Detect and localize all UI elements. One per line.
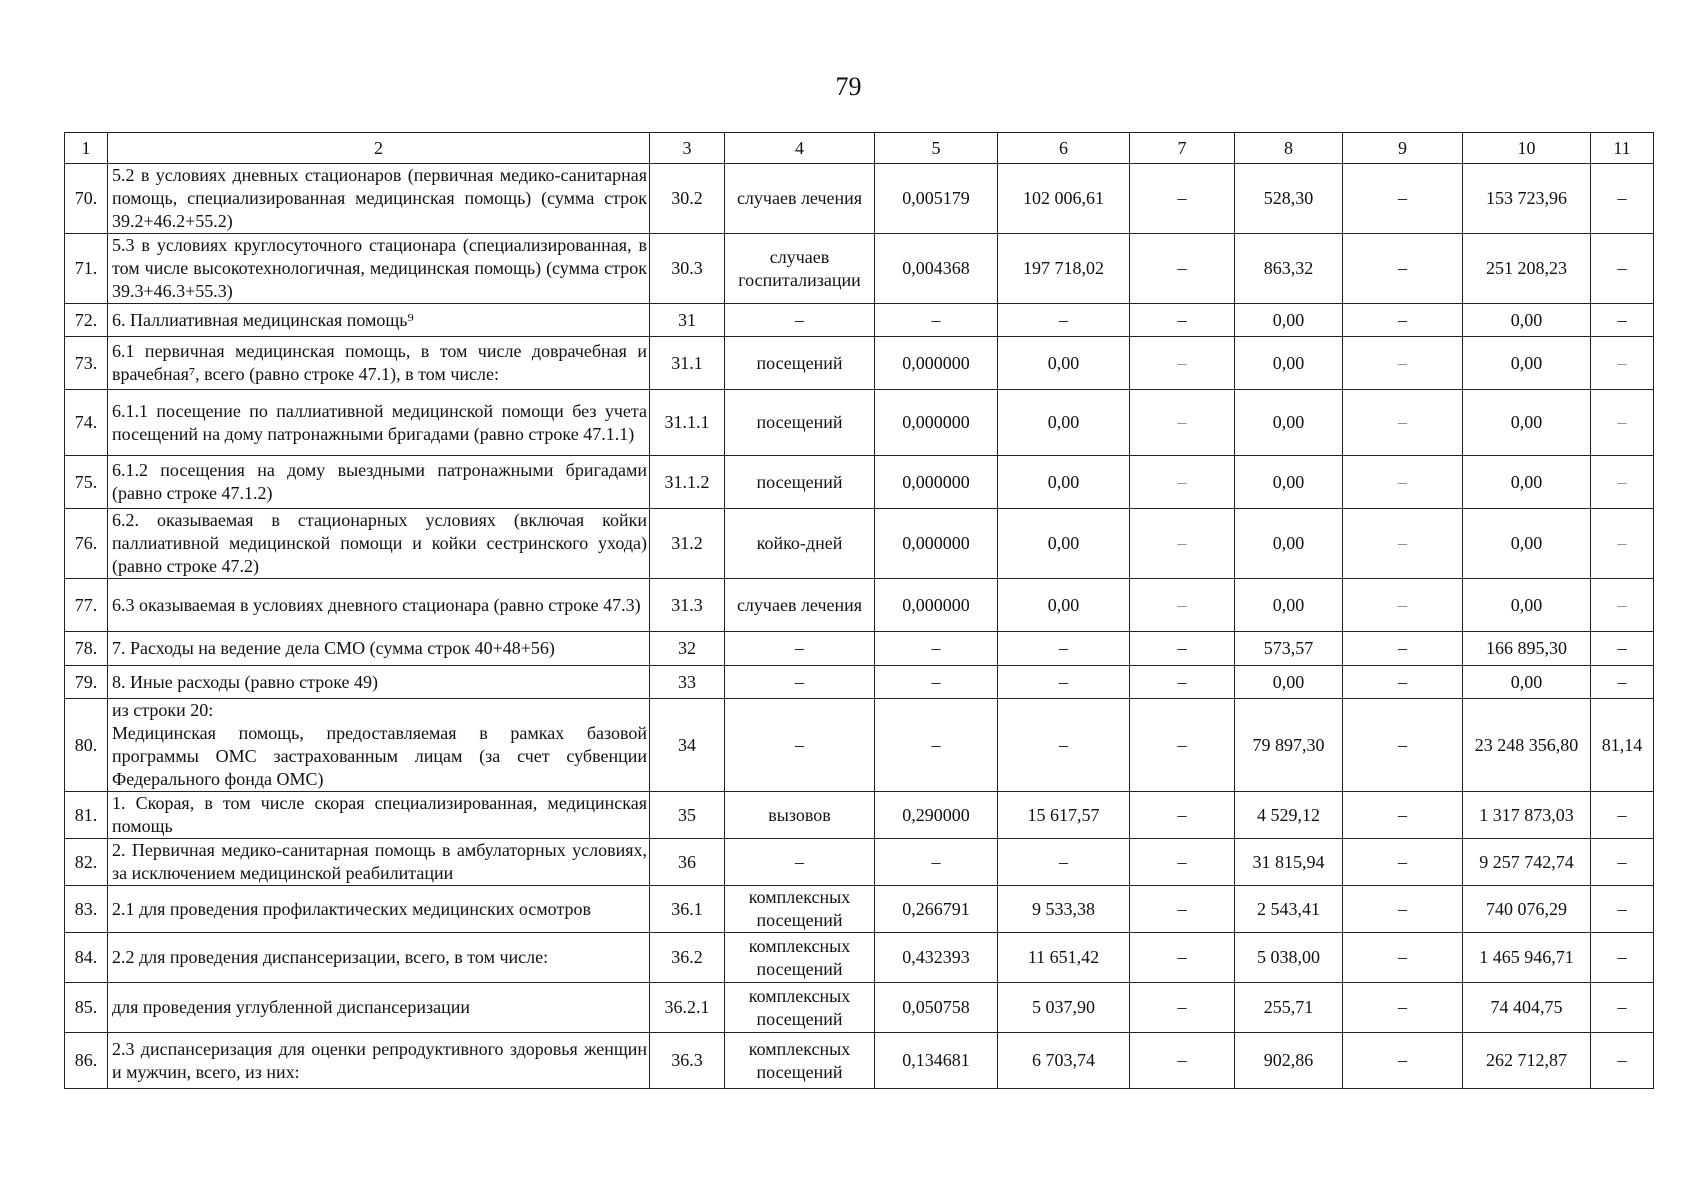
cell-col-11: – [1591, 579, 1654, 632]
cell-col-7: – [1130, 390, 1235, 456]
unit-of-measure: – [725, 699, 875, 792]
cell-col-7: – [1130, 983, 1235, 1033]
row-description: 2.3 диспансеризация для оценки репродуктивного здоровья женщин и мужчин, всего, из них: [108, 1033, 650, 1089]
row-code: 30.3 [650, 234, 725, 304]
cell-col-6: – [998, 304, 1130, 337]
cell-col-10: 251 208,23 [1463, 234, 1591, 304]
row-code: 36.3 [650, 1033, 725, 1089]
row-number: 81. [65, 792, 108, 839]
cell-col-11: – [1591, 234, 1654, 304]
cell-col-7: – [1130, 632, 1235, 666]
row-number: 70. [65, 164, 108, 234]
cell-col-5: 0,050758 [875, 983, 998, 1033]
cell-col-6: 0,00 [998, 456, 1130, 509]
cell-col-8: 31 815,94 [1235, 839, 1343, 886]
cell-col-9: – [1343, 509, 1463, 579]
cell-col-9: – [1343, 1033, 1463, 1089]
cell-col-5: 0,000000 [875, 509, 998, 579]
cell-col-10: 0,00 [1463, 337, 1591, 390]
row-number: 82. [65, 839, 108, 886]
cell-col-9: – [1343, 579, 1463, 632]
row-number: 86. [65, 1033, 108, 1089]
cell-col-9: – [1343, 234, 1463, 304]
column-number: 10 [1463, 133, 1591, 164]
column-number: 2 [108, 133, 650, 164]
cell-col-8: 0,00 [1235, 390, 1343, 456]
row-description: из строки 20: Медицинская помощь, предоставляемая в рамках базовой программы ОМС застрахованным лицам (за счет субвенции Федерального фонда ОМС) [108, 699, 650, 792]
table-row [65, 456, 1654, 509]
cell-col-8: 863,32 [1235, 234, 1343, 304]
cell-col-9: – [1343, 164, 1463, 234]
cell-col-5: 0,005179 [875, 164, 998, 234]
cell-col-11: – [1591, 792, 1654, 839]
cell-col-6: 6 703,74 [998, 1033, 1130, 1089]
cell-col-7: – [1130, 164, 1235, 234]
cell-col-8: 0,00 [1235, 456, 1343, 509]
unit-of-measure: вызовов [725, 792, 875, 839]
table-row [65, 164, 1654, 234]
row-description: 5.2 в условиях дневных стационаров (первичная медико-санитарная помощь, специализированная медицинская помощь) (сумма строк 39.2+46.2+55.2) [108, 164, 650, 234]
row-description: 6. Паллиативная медицинская помощь⁹ [108, 304, 650, 337]
table-row [65, 839, 1654, 886]
cell-col-5: 0,290000 [875, 792, 998, 839]
financing-table [64, 132, 1654, 1089]
unit-of-measure: случаев лечения [725, 579, 875, 632]
cell-col-5: 0,266791 [875, 886, 998, 933]
row-description: 5.3 в условиях круглосуточного стационара (специализированная, в том числе высокотехнологичная, медицинская помощь) (сумма строк 39.3+46.3+55.3) [108, 234, 650, 304]
column-number: 3 [650, 133, 725, 164]
row-number: 79. [65, 666, 108, 699]
cell-col-10: 23 248 356,80 [1463, 699, 1591, 792]
cell-col-10: 740 076,29 [1463, 886, 1591, 933]
cell-col-5: 0,134681 [875, 1033, 998, 1089]
column-number: 7 [1130, 133, 1235, 164]
cell-col-6: 11 651,42 [998, 933, 1130, 983]
cell-col-11: – [1591, 456, 1654, 509]
cell-col-11: – [1591, 304, 1654, 337]
row-description: 6.1.1 посещение по паллиативной медицинской помощи без учета посещений на дому патронажными бригадами (равно строке 47.1.1) [108, 390, 650, 456]
row-code: 35 [650, 792, 725, 839]
cell-col-10: 1 465 946,71 [1463, 933, 1591, 983]
unit-of-measure: посещений [725, 390, 875, 456]
cell-col-10: 1 317 873,03 [1463, 792, 1591, 839]
cell-col-10: 166 895,30 [1463, 632, 1591, 666]
cell-col-5: 0,432393 [875, 933, 998, 983]
cell-col-5: 0,000000 [875, 456, 998, 509]
row-code: 30.2 [650, 164, 725, 234]
row-number: 78. [65, 632, 108, 666]
cell-col-10: 153 723,96 [1463, 164, 1591, 234]
cell-col-7: – [1130, 337, 1235, 390]
row-code: 31.3 [650, 579, 725, 632]
row-number: 83. [65, 886, 108, 933]
cell-col-8: 2 543,41 [1235, 886, 1343, 933]
cell-col-6: 0,00 [998, 337, 1130, 390]
table-row [65, 390, 1654, 456]
cell-col-8: 0,00 [1235, 666, 1343, 699]
cell-col-7: – [1130, 699, 1235, 792]
table-row [65, 792, 1654, 839]
table-row [65, 337, 1654, 390]
cell-col-5: – [875, 666, 998, 699]
column-number: 11 [1591, 133, 1654, 164]
table-row [65, 933, 1654, 983]
cell-col-11: – [1591, 839, 1654, 886]
cell-col-7: – [1130, 509, 1235, 579]
row-code: 31.1.2 [650, 456, 725, 509]
cell-col-6: 9 533,38 [998, 886, 1130, 933]
cell-col-9: – [1343, 456, 1463, 509]
cell-col-11: – [1591, 983, 1654, 1033]
row-code: 34 [650, 699, 725, 792]
unit-of-measure: – [725, 632, 875, 666]
cell-col-8: 255,71 [1235, 983, 1343, 1033]
row-code: 36.2 [650, 933, 725, 983]
cell-col-10: 0,00 [1463, 304, 1591, 337]
cell-col-6: 5 037,90 [998, 983, 1130, 1033]
cell-col-8: 0,00 [1235, 337, 1343, 390]
column-number: 1 [65, 133, 108, 164]
unit-of-measure: комплексных посещений [725, 1033, 875, 1089]
row-number: 72. [65, 304, 108, 337]
cell-col-6: 0,00 [998, 390, 1130, 456]
cell-col-8: 902,86 [1235, 1033, 1343, 1089]
cell-col-5: – [875, 839, 998, 886]
cell-col-6: – [998, 839, 1130, 886]
row-number: 85. [65, 983, 108, 1033]
unit-of-measure: случаев госпитализации [725, 234, 875, 304]
row-code: 32 [650, 632, 725, 666]
table-row [65, 509, 1654, 579]
cell-col-9: – [1343, 699, 1463, 792]
cell-col-7: – [1130, 579, 1235, 632]
cell-col-5: 0,004368 [875, 234, 998, 304]
cell-col-10: 0,00 [1463, 390, 1591, 456]
table-row [65, 983, 1654, 1033]
cell-col-9: – [1343, 337, 1463, 390]
cell-col-11: 81,14 [1591, 699, 1654, 792]
row-number: 73. [65, 337, 108, 390]
row-number: 75. [65, 456, 108, 509]
cell-col-7: – [1130, 234, 1235, 304]
unit-of-measure: койко-дней [725, 509, 875, 579]
cell-col-8: 4 529,12 [1235, 792, 1343, 839]
row-code: 36 [650, 839, 725, 886]
row-description: 7. Расходы на ведение дела СМО (сумма строк 40+48+56) [108, 632, 650, 666]
cell-col-11: – [1591, 1033, 1654, 1089]
cell-col-9: – [1343, 304, 1463, 337]
cell-col-7: – [1130, 1033, 1235, 1089]
cell-col-9: – [1343, 390, 1463, 456]
unit-of-measure: комплексных посещений [725, 983, 875, 1033]
unit-of-measure: посещений [725, 456, 875, 509]
row-description: 1. Скорая, в том числе скорая специализированная, медицинская помощь [108, 792, 650, 839]
row-number: 77. [65, 579, 108, 632]
cell-col-5: – [875, 632, 998, 666]
cell-col-9: – [1343, 632, 1463, 666]
row-description: 2.1 для проведения профилактических медицинских осмотров [108, 886, 650, 933]
row-description: 2. Первичная медико-санитарная помощь в амбулаторных условиях, за исключением медицинской реабилитации [108, 839, 650, 886]
cell-col-9: – [1343, 886, 1463, 933]
row-number: 84. [65, 933, 108, 983]
cell-col-10: 0,00 [1463, 509, 1591, 579]
column-number: 6 [998, 133, 1130, 164]
row-description: 8. Иные расходы (равно строке 49) [108, 666, 650, 699]
cell-col-11: – [1591, 390, 1654, 456]
cell-col-6: 15 617,57 [998, 792, 1130, 839]
cell-col-7: – [1130, 886, 1235, 933]
cell-col-11: – [1591, 164, 1654, 234]
cell-col-8: 0,00 [1235, 509, 1343, 579]
cell-col-10: 0,00 [1463, 456, 1591, 509]
column-number: 8 [1235, 133, 1343, 164]
cell-col-8: 5 038,00 [1235, 933, 1343, 983]
cell-col-6: – [998, 699, 1130, 792]
row-code: 31.1 [650, 337, 725, 390]
cell-col-6: – [998, 666, 1130, 699]
table-row [65, 1033, 1654, 1089]
row-code: 33 [650, 666, 725, 699]
cell-col-10: 262 712,87 [1463, 1033, 1591, 1089]
cell-col-6: 0,00 [998, 509, 1130, 579]
column-number: 5 [875, 133, 998, 164]
table-row [65, 886, 1654, 933]
row-description: 2.2 для проведения диспансеризации, всего, в том числе: [108, 933, 650, 983]
row-number: 74. [65, 390, 108, 456]
cell-col-8: 0,00 [1235, 304, 1343, 337]
cell-col-7: – [1130, 792, 1235, 839]
cell-col-7: – [1130, 304, 1235, 337]
cell-col-10: 0,00 [1463, 666, 1591, 699]
cell-col-7: – [1130, 839, 1235, 886]
row-code: 36.2.1 [650, 983, 725, 1033]
cell-col-9: – [1343, 839, 1463, 886]
cell-col-7: – [1130, 456, 1235, 509]
cell-col-6: 197 718,02 [998, 234, 1130, 304]
row-code: 36.1 [650, 886, 725, 933]
cell-col-10: 0,00 [1463, 579, 1591, 632]
table-row [65, 579, 1654, 632]
page-number: 79 [835, 72, 862, 101]
cell-col-11: – [1591, 933, 1654, 983]
row-code: 31.1.1 [650, 390, 725, 456]
cell-col-7: – [1130, 933, 1235, 983]
cell-col-7: – [1130, 666, 1235, 699]
unit-of-measure: посещений [725, 337, 875, 390]
table-row [65, 666, 1654, 699]
table-row [65, 304, 1654, 337]
cell-col-5: 0,000000 [875, 337, 998, 390]
cell-col-6: 102 006,61 [998, 164, 1130, 234]
cell-col-5: – [875, 699, 998, 792]
row-description: 6.2. оказываемая в стационарных условиях (включая койки паллиативной медицинской помощи и койки сестринского ухода) (равно строке 47.2) [108, 509, 650, 579]
cell-col-8: 79 897,30 [1235, 699, 1343, 792]
cell-col-9: – [1343, 983, 1463, 1033]
table-row [65, 234, 1654, 304]
column-number: 4 [725, 133, 875, 164]
unit-of-measure: – [725, 304, 875, 337]
column-number: 9 [1343, 133, 1463, 164]
column-number-header-row [65, 133, 1654, 164]
cell-col-5: 0,000000 [875, 579, 998, 632]
cell-col-10: 74 404,75 [1463, 983, 1591, 1033]
cell-col-9: – [1343, 933, 1463, 983]
cell-col-11: – [1591, 886, 1654, 933]
cell-col-9: – [1343, 792, 1463, 839]
unit-of-measure: – [725, 839, 875, 886]
cell-col-10: 9 257 742,74 [1463, 839, 1591, 886]
row-number: 71. [65, 234, 108, 304]
row-number: 80. [65, 699, 108, 792]
cell-col-11: – [1591, 337, 1654, 390]
table-row [65, 632, 1654, 666]
cell-col-6: 0,00 [998, 579, 1130, 632]
cell-col-5: 0,000000 [875, 390, 998, 456]
row-number: 76. [65, 509, 108, 579]
table-row [65, 699, 1654, 792]
unit-of-measure: случаев лечения [725, 164, 875, 234]
cell-col-8: 573,57 [1235, 632, 1343, 666]
cell-col-8: 0,00 [1235, 579, 1343, 632]
unit-of-measure: комплексных посещений [725, 886, 875, 933]
row-code: 31 [650, 304, 725, 337]
cell-col-11: – [1591, 666, 1654, 699]
unit-of-measure: – [725, 666, 875, 699]
row-description: 6.1 первичная медицинская помощь, в том числе доврачебная и врачебная⁷, всего (равно строке 47.1), в том числе: [108, 337, 650, 390]
row-description: 6.3 оказываемая в условиях дневного стационара (равно строке 47.3) [108, 579, 650, 632]
cell-col-11: – [1591, 509, 1654, 579]
row-code: 31.2 [650, 509, 725, 579]
cell-col-8: 528,30 [1235, 164, 1343, 234]
cell-col-6: – [998, 632, 1130, 666]
row-description: для проведения углубленной диспансеризации [108, 983, 650, 1033]
cell-col-11: – [1591, 632, 1654, 666]
unit-of-measure: комплексных посещений [725, 933, 875, 983]
cell-col-9: – [1343, 666, 1463, 699]
cell-col-5: – [875, 304, 998, 337]
row-description: 6.1.2 посещения на дому выездными патронажными бригадами (равно строке 47.1.2) [108, 456, 650, 509]
